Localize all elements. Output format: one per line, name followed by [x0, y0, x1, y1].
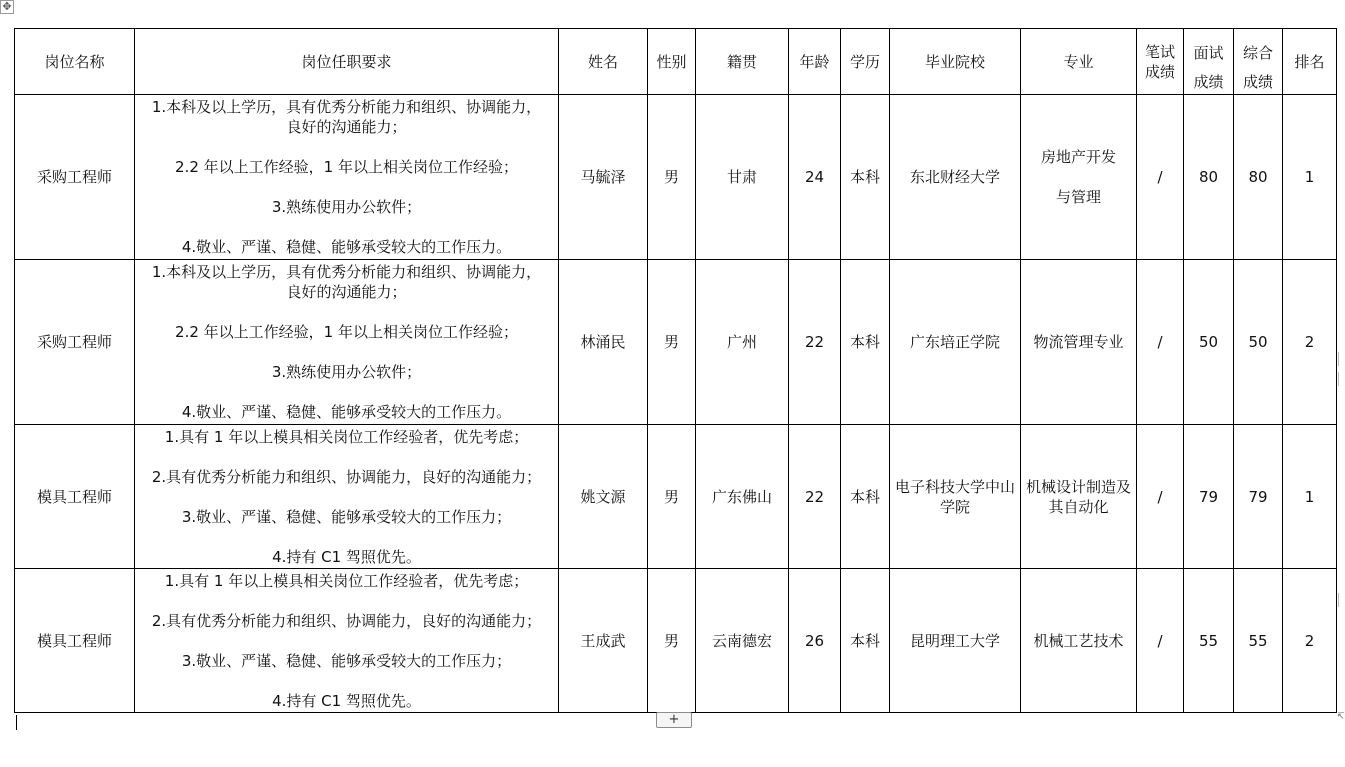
- cell-total-score[interactable]: 50: [1234, 260, 1283, 425]
- cell-interview-score[interactable]: 80: [1184, 95, 1234, 260]
- req-line: 3.熟练使用办公软件；: [271, 198, 422, 216]
- add-row-button[interactable]: +: [656, 712, 692, 728]
- header-education: 学历: [841, 29, 890, 95]
- header-origin: 籍贯: [696, 29, 789, 95]
- req-line: 2.2 年以上工作经验，1 年以上相关岗位工作经验；: [175, 158, 518, 176]
- req-line: 3.熟练使用办公软件；: [271, 363, 422, 381]
- cell-requirements[interactable]: [135, 260, 559, 425]
- table-row: [15, 260, 1337, 425]
- cell-origin[interactable]: 广东佛山: [696, 425, 789, 569]
- cell-requirements[interactable]: [135, 425, 559, 569]
- cell-written-score[interactable]: /: [1137, 95, 1184, 260]
- req-line: 3.敬业、严谨、稳健、能够承受较大的工作压力；: [181, 651, 512, 670]
- cell-major-line1: 房地产开发: [1040, 148, 1116, 166]
- header-interview-line1: 面试: [1193, 43, 1224, 62]
- column-handle-icon[interactable]: [1338, 352, 1345, 366]
- req-line: 1.具有 1 年以上模具相关岗位工作经验者，优先考虑；: [164, 427, 529, 446]
- cell-education[interactable]: 本科: [841, 425, 890, 569]
- req-line: 4.持有 C1 驾照优先。: [272, 691, 421, 710]
- header-gender: 性别: [648, 29, 696, 95]
- req-line: 4.持有 C1 驾照优先。: [272, 547, 421, 566]
- cell-school[interactable]: 东北财经大学: [890, 95, 1021, 260]
- table-row: [15, 425, 1337, 569]
- cell-rank[interactable]: 1: [1283, 425, 1337, 569]
- cell-position[interactable]: 模具工程师: [15, 569, 135, 713]
- req-line: 1.具有 1 年以上模具相关岗位工作经验者，优先考虑；: [164, 571, 529, 590]
- header-age: 年龄: [789, 29, 841, 95]
- req-line: 2.2 年以上工作经验，1 年以上相关岗位工作经验；: [175, 323, 518, 341]
- cell-written-score[interactable]: /: [1137, 260, 1184, 425]
- req-line: 1.本科及以上学历，具有优秀分析能力和组织、协调能力，: [151, 98, 542, 116]
- cell-education[interactable]: 本科: [841, 260, 890, 425]
- req-line: 1.本科及以上学历，具有优秀分析能力和组织、协调能力，: [151, 263, 542, 281]
- cell-school[interactable]: 电子科技大学中山学院: [890, 425, 1021, 569]
- cell-rank[interactable]: 1: [1283, 95, 1337, 260]
- header-written-line1: 笔试: [1144, 42, 1175, 61]
- req-line: 良好的沟通能力；: [286, 118, 407, 136]
- table-row: [15, 569, 1337, 713]
- header-written-score: [1137, 29, 1184, 95]
- text-cursor: [16, 715, 17, 730]
- cell-age[interactable]: 22: [789, 260, 841, 425]
- cell-school[interactable]: 昆明理工大学: [890, 569, 1021, 713]
- cell-education[interactable]: 本科: [841, 95, 890, 260]
- cell-total-score[interactable]: 80: [1234, 95, 1283, 260]
- req-line: 良好的沟通能力；: [286, 283, 407, 301]
- header-position: 岗位名称: [15, 29, 135, 95]
- cell-major[interactable]: 机械设计制造及其自动化: [1021, 425, 1137, 569]
- cell-major[interactable]: 机械工艺技术: [1021, 569, 1137, 713]
- header-major: 专业: [1021, 29, 1137, 95]
- cell-gender[interactable]: 男: [648, 569, 696, 713]
- column-handle-icon[interactable]: [1338, 593, 1345, 607]
- req-line: 3.敬业、严谨、稳健、能够承受较大的工作压力；: [181, 507, 512, 526]
- table-header-row: [15, 29, 1337, 95]
- header-interview-line2: 成绩: [1193, 72, 1224, 91]
- cell-total-score[interactable]: 79: [1234, 425, 1283, 569]
- header-interview-score: [1184, 29, 1234, 95]
- header-total-score: [1234, 29, 1283, 95]
- req-line: 4.敬业、严谨、稳健、能够承受较大的工作压力。: [181, 238, 512, 256]
- cell-name[interactable]: 马毓泽: [559, 95, 648, 260]
- cell-rank[interactable]: 2: [1283, 569, 1337, 713]
- cell-gender[interactable]: 男: [648, 95, 696, 260]
- header-rank: 排名: [1283, 29, 1337, 95]
- cell-origin[interactable]: 广州: [696, 260, 789, 425]
- header-name: 姓名: [559, 29, 648, 95]
- cell-major-line2: 与管理: [1055, 188, 1101, 206]
- cell-age[interactable]: 22: [789, 425, 841, 569]
- candidate-table: [14, 28, 1337, 713]
- cell-age[interactable]: 26: [789, 569, 841, 713]
- table-move-handle-icon[interactable]: ✥: [0, 0, 14, 14]
- cell-major[interactable]: [1021, 95, 1137, 260]
- header-written-line2: 成绩: [1144, 62, 1175, 81]
- cell-total-score[interactable]: 55: [1234, 569, 1283, 713]
- cell-education[interactable]: 本科: [841, 569, 890, 713]
- req-line: 2.具有优秀分析能力和组织、协调能力，良好的沟通能力；: [151, 467, 542, 486]
- table-row: [15, 95, 1337, 260]
- cell-interview-score[interactable]: 50: [1184, 260, 1234, 425]
- cell-name[interactable]: 林涌民: [559, 260, 648, 425]
- cell-requirements[interactable]: [135, 95, 559, 260]
- cell-name[interactable]: 姚文源: [559, 425, 648, 569]
- cell-written-score[interactable]: /: [1137, 569, 1184, 713]
- cell-written-score[interactable]: /: [1137, 425, 1184, 569]
- header-requirements: 岗位任职要求: [135, 29, 559, 95]
- cell-school[interactable]: 广东培正学院: [890, 260, 1021, 425]
- header-school: 毕业院校: [890, 29, 1021, 95]
- cell-gender[interactable]: 男: [648, 425, 696, 569]
- cell-age[interactable]: 24: [789, 95, 841, 260]
- column-handle-icon[interactable]: [1338, 372, 1345, 386]
- cell-interview-score[interactable]: 55: [1184, 569, 1234, 713]
- header-total-line1: 综合: [1242, 43, 1273, 62]
- header-total-line2: 成绩: [1242, 72, 1273, 91]
- cell-origin[interactable]: 云南德宏: [696, 569, 789, 713]
- cell-position[interactable]: 模具工程师: [15, 425, 135, 569]
- cell-gender[interactable]: 男: [648, 260, 696, 425]
- table-resize-handle-icon[interactable]: ↸: [1337, 712, 1345, 722]
- cell-major[interactable]: 物流管理专业: [1021, 260, 1137, 425]
- cell-position[interactable]: 采购工程师: [15, 260, 135, 425]
- cell-name[interactable]: 王成武: [559, 569, 648, 713]
- req-line: 4.敬业、严谨、稳健、能够承受较大的工作压力。: [181, 403, 512, 421]
- cell-position[interactable]: 采购工程师: [15, 95, 135, 260]
- req-line: 2.具有优秀分析能力和组织、协调能力，良好的沟通能力；: [151, 611, 542, 630]
- cell-origin[interactable]: 甘肃: [696, 95, 789, 260]
- cell-rank[interactable]: 2: [1283, 260, 1337, 425]
- cell-requirements[interactable]: [135, 569, 559, 713]
- cell-interview-score[interactable]: 79: [1184, 425, 1234, 569]
